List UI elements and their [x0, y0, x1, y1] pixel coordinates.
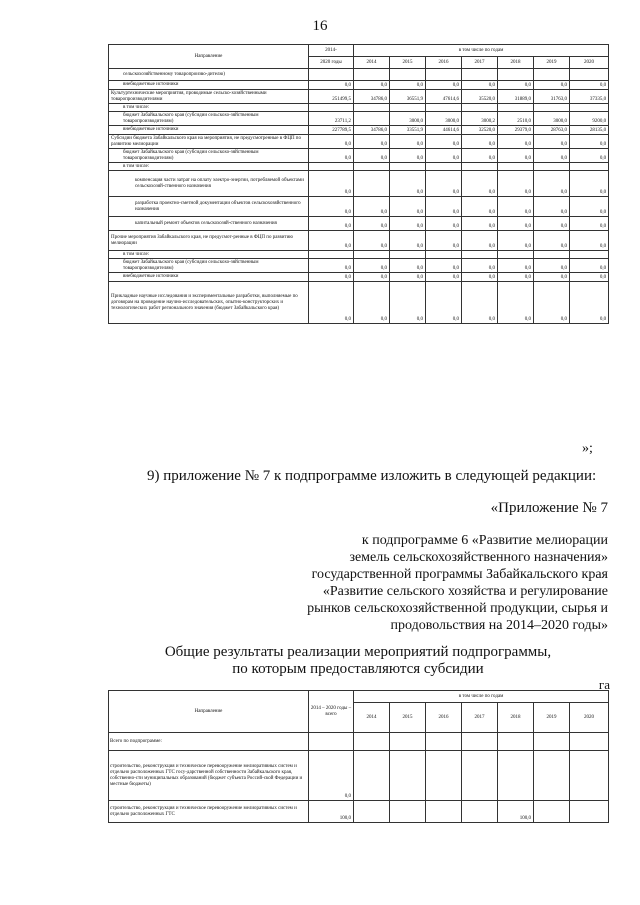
value-cell — [534, 104, 570, 112]
value-cell: 0,0 — [498, 259, 534, 273]
value-cell: 34786,0 — [354, 126, 390, 135]
value-cell: 0,0 — [426, 171, 462, 197]
value-cell: 37335,0 — [570, 90, 609, 104]
table-row — [109, 135, 609, 149]
value-cell: 0,0 — [309, 135, 354, 149]
value-cell: 0,0 — [309, 282, 354, 324]
value-cell: 23711,2 — [309, 112, 354, 126]
row-label: Культуртехнические мероприятия, проводимые сельско-хозяйственными товаропроизводителями — [109, 90, 309, 104]
appendix-line: государственной программы Забайкальского края — [311, 567, 608, 582]
value-cell: 0,0 — [462, 282, 498, 324]
value-cell: 28135,0 — [570, 126, 609, 135]
row-label: Прочие мероприятия Забайкальского края, не предусмот-ренные в ФЦП по развитию мелиорации — [109, 231, 309, 251]
value-cell: 32520,0 — [462, 126, 498, 135]
value-cell: 0,0 — [309, 149, 354, 163]
value-cell: 0,0 — [309, 231, 354, 251]
total-header-top: 2014- — [309, 45, 354, 57]
value-cell: 0,0 — [390, 171, 426, 197]
value-cell — [498, 104, 534, 112]
year-header-2020: 2020 — [570, 703, 609, 733]
row-label: Всего по подпрограмме: — [109, 733, 309, 751]
value-cell: 0,0 — [426, 217, 462, 231]
value-cell — [570, 801, 609, 823]
value-cell — [426, 801, 462, 823]
value-cell — [354, 801, 390, 823]
value-cell: 2510,0 — [498, 112, 534, 126]
value-cell: 0,0 — [498, 197, 534, 217]
value-cell — [354, 112, 390, 126]
value-cell: 0,0 — [498, 217, 534, 231]
value-cell: 3000,0 — [390, 112, 426, 126]
value-cell — [426, 751, 462, 801]
value-cell: 0,0 — [426, 282, 462, 324]
value-cell: 0,0 — [390, 273, 426, 282]
value-cell — [354, 751, 390, 801]
row-label: Прикладные научные исследования и экспериментальные разработки, выполняемые по договорам на проведение научно-исследовательских, опытно-конструкторских и технологических работ регионального значения (бюджет Забайкальского края) — [109, 282, 309, 324]
value-cell: 3000,0 — [534, 112, 570, 126]
value-cell: 0,0 — [390, 135, 426, 149]
total-header: 2014 – 2020 годы – всего — [309, 691, 354, 733]
year-header-2018: 2018 — [498, 57, 534, 69]
value-cell: 0,0 — [570, 171, 609, 197]
table-row — [109, 217, 609, 231]
value-cell: 36551,9 — [390, 90, 426, 104]
value-cell: 0,0 — [462, 171, 498, 197]
value-cell: 0,0 — [534, 197, 570, 217]
row-label: бюджет Забайкальского края (субсидии сельскохо-зяйственным товаропроизводителям) — [109, 259, 309, 273]
by-years-header: в том числе по годам — [354, 691, 609, 703]
table-row — [109, 126, 609, 135]
value-cell — [309, 163, 354, 171]
value-cell: 0,0 — [354, 81, 390, 90]
value-cell — [498, 69, 534, 81]
row-label: внебюджетные источники — [109, 126, 309, 135]
value-cell — [462, 104, 498, 112]
value-cell — [309, 251, 354, 259]
value-cell: 0,0 — [534, 135, 570, 149]
value-cell: 0,0 — [570, 273, 609, 282]
heading-line: по которым предоставляются субсидии — [232, 661, 484, 677]
row-label: компенсация части затрат на оплату электро-энергии, потребляемой объектами сельскохозяй-ственного назначения — [109, 171, 309, 197]
value-cell: 31889,0 — [498, 90, 534, 104]
value-cell: 0,0 — [309, 217, 354, 231]
value-cell: 0,0 — [390, 282, 426, 324]
value-cell — [462, 733, 498, 751]
section-heading — [108, 644, 608, 678]
row-label: строительство, реконструкция и техническое перевооружение мелиоративных систем и отдельно расположенных ГТС госу-дарственной собственности Забайкальского края, собственно-сти муниципальных образований (бюджет субъекта Россий-ской Федерации и местные бюджеты) — [109, 751, 309, 801]
value-cell: 0,0 — [426, 149, 462, 163]
value-cell: 0,0 — [354, 282, 390, 324]
value-cell: 31763,0 — [534, 90, 570, 104]
value-cell: 0,0 — [309, 197, 354, 217]
value-cell — [534, 163, 570, 171]
value-cell: 0,0 — [570, 197, 609, 217]
value-cell: 35520,0 — [462, 90, 498, 104]
value-cell: 0,0 — [426, 231, 462, 251]
value-cell: 44614,6 — [426, 126, 462, 135]
row-label: в том числе: — [109, 163, 309, 171]
value-cell: 0,0 — [570, 231, 609, 251]
value-cell: 0,0 — [498, 171, 534, 197]
value-cell: 0,0 — [570, 135, 609, 149]
value-cell: 0,0 — [498, 273, 534, 282]
value-cell — [462, 69, 498, 81]
year-header-2017: 2017 — [462, 57, 498, 69]
value-cell: 34786,0 — [354, 90, 390, 104]
value-cell: 0,0 — [390, 197, 426, 217]
value-cell — [534, 251, 570, 259]
value-cell: 0,0 — [570, 282, 609, 324]
value-cell — [309, 104, 354, 112]
year-header-2015: 2015 — [390, 703, 426, 733]
value-cell — [498, 251, 534, 259]
table-row — [109, 231, 609, 251]
value-cell — [534, 69, 570, 81]
value-cell: 0,0 — [426, 197, 462, 217]
value-cell: 0,0 — [534, 149, 570, 163]
row-label: внебюджетные источники — [109, 273, 309, 282]
value-cell: 0,0 — [498, 231, 534, 251]
value-cell: 0,0 — [354, 149, 390, 163]
row-label: внебюджетные источники — [109, 81, 309, 90]
table-row — [109, 171, 609, 197]
appendix-line: «Развитие сельского хозяйства и регулирование — [322, 584, 608, 599]
value-cell: 0,0 — [462, 259, 498, 273]
table-row — [109, 801, 609, 823]
year-header-2014: 2014 — [354, 703, 390, 733]
row-label: бюджет Забайкальского края (субсидии сельскохо-зяйственным товаропроизводителям) — [109, 149, 309, 163]
value-cell: 0,0 — [462, 135, 498, 149]
value-cell — [390, 801, 426, 823]
appendix-line: земель сельскохозяйственного назначения» — [349, 550, 608, 565]
value-cell: 0,0 — [390, 149, 426, 163]
value-cell: 0,0 — [570, 81, 609, 90]
value-cell: 0,0 — [534, 217, 570, 231]
year-header-2019: 2019 — [534, 703, 570, 733]
value-cell — [570, 751, 609, 801]
value-cell: 0,0 — [498, 135, 534, 149]
value-cell — [309, 69, 354, 81]
appendix-line: продовольствия на 2014–2020 годы» — [390, 618, 608, 633]
value-cell — [462, 751, 498, 801]
value-cell — [498, 733, 534, 751]
value-cell: 0,0 — [426, 259, 462, 273]
value-cell: 0,0 — [390, 217, 426, 231]
value-cell: 28763,0 — [534, 126, 570, 135]
value-cell — [390, 251, 426, 259]
row-label: разработка проектно-сметной документации объектов сельскохозяйственного назначения — [109, 197, 309, 217]
row-label: бюджет Забайкальского края (субсидии сельскохо-зяйственным товаропроизводителям) — [109, 112, 309, 126]
table-row — [109, 149, 609, 163]
value-cell — [390, 163, 426, 171]
value-cell — [462, 801, 498, 823]
value-cell: 0,0 — [426, 135, 462, 149]
year-header-2019: 2019 — [534, 57, 570, 69]
value-cell — [498, 163, 534, 171]
value-cell — [570, 163, 609, 171]
direction-header: Направление — [109, 691, 309, 733]
by-years-header: в том числе по годам — [354, 45, 609, 57]
value-cell — [426, 104, 462, 112]
closing-quote: »; — [582, 441, 593, 456]
value-cell — [354, 104, 390, 112]
value-cell: 0,0 — [534, 81, 570, 90]
value-cell — [390, 751, 426, 801]
table-row — [109, 104, 609, 112]
table-row — [109, 273, 609, 282]
appendix-title: «Приложение № 7 — [490, 500, 608, 516]
value-cell: 0,0 — [498, 81, 534, 90]
year-header-2014: 2014 — [354, 57, 390, 69]
value-cell — [570, 733, 609, 751]
value-cell: 0,0 — [426, 81, 462, 90]
value-cell: 0,0 — [498, 149, 534, 163]
page-number: 16 — [312, 18, 328, 34]
value-cell: 0,0 — [498, 282, 534, 324]
row-label: капитальный ремонт объектов сельскохозяй-ственного назначения — [109, 217, 309, 231]
year-header-2018: 2018 — [498, 703, 534, 733]
amendment-item-9: 9) приложение № 7 к подпрограмме изложить в следующей редакции: — [147, 468, 597, 484]
value-cell — [354, 251, 390, 259]
value-cell: 0,0 — [309, 259, 354, 273]
value-cell — [534, 733, 570, 751]
table-row — [109, 81, 609, 90]
value-cell: 0,0 — [390, 259, 426, 273]
value-cell — [309, 733, 354, 751]
value-cell: 33551,9 — [390, 126, 426, 135]
value-cell: 3000,0 — [426, 112, 462, 126]
value-cell — [570, 104, 609, 112]
value-cell: 0,0 — [534, 171, 570, 197]
value-cell: 0,0 — [570, 259, 609, 273]
value-cell: 0,0 — [426, 273, 462, 282]
row-label: Субсидии бюджета Забайкальского края на мероприятия, не предусмотренные в ФЦП по развитию мелиорации — [109, 135, 309, 149]
value-cell: 100,0 — [309, 801, 354, 823]
value-cell: 0,0 — [309, 751, 354, 801]
value-cell: 0,0 — [354, 273, 390, 282]
value-cell — [354, 69, 390, 81]
table-row — [109, 112, 609, 126]
value-cell — [534, 801, 570, 823]
value-cell — [462, 163, 498, 171]
value-cell — [390, 69, 426, 81]
value-cell: 0,0 — [534, 231, 570, 251]
table-row — [109, 733, 609, 751]
value-cell: 0,0 — [309, 273, 354, 282]
value-cell: 0,0 — [354, 259, 390, 273]
value-cell: 100,0 — [498, 801, 534, 823]
value-cell — [570, 69, 609, 81]
value-cell: 47614,6 — [426, 90, 462, 104]
value-cell: 0,0 — [390, 231, 426, 251]
value-cell — [498, 751, 534, 801]
value-cell — [426, 733, 462, 751]
value-cell: 0,0 — [570, 149, 609, 163]
value-cell — [354, 171, 390, 197]
value-cell: 0,0 — [309, 81, 354, 90]
table-row — [109, 751, 609, 801]
row-label: строительство, реконструкция и техническое перевооружение мелиоративных систем и отдельно расположенных ГТС — [109, 801, 309, 823]
value-cell: 0,0 — [462, 217, 498, 231]
year-header-2016: 2016 — [426, 57, 462, 69]
value-cell: 0,0 — [354, 231, 390, 251]
value-cell: 251499,5 — [309, 90, 354, 104]
value-cell — [354, 733, 390, 751]
value-cell: 0,0 — [534, 282, 570, 324]
table-row — [109, 163, 609, 171]
value-cell: 29379,0 — [498, 126, 534, 135]
value-cell — [426, 69, 462, 81]
appendix-line: к подпрограмме 6 «Развитие мелиорации — [361, 533, 608, 548]
value-cell: 0,0 — [354, 135, 390, 149]
row-label: сельскохозяйственному товаропроизво-дителю) — [109, 69, 309, 81]
value-cell: 0,0 — [534, 259, 570, 273]
appendix-line: рынков сельскохозяйственной продукции, сырья и — [307, 601, 608, 616]
table-row — [109, 259, 609, 273]
value-cell: 227789,5 — [309, 126, 354, 135]
subsidy-table-continued — [108, 44, 609, 324]
total-header-bottom: 2020 годы — [309, 57, 354, 69]
row-label: в том числе: — [109, 104, 309, 112]
year-header-2015: 2015 — [390, 57, 426, 69]
value-cell — [354, 163, 390, 171]
table-row — [109, 251, 609, 259]
appendix-subtitle — [307, 532, 608, 634]
value-cell: 0,0 — [462, 231, 498, 251]
value-cell: 0,0 — [354, 197, 390, 217]
value-cell: 0,0 — [570, 217, 609, 231]
value-cell: 0,0 — [462, 149, 498, 163]
table-row — [109, 282, 609, 324]
value-cell: 0,0 — [354, 217, 390, 231]
value-cell: 0,0 — [462, 81, 498, 90]
year-header-2016: 2016 — [426, 703, 462, 733]
direction-header: Направление — [109, 45, 309, 69]
value-cell: 9200,0 — [570, 112, 609, 126]
year-header-2020: 2020 — [570, 57, 609, 69]
value-cell — [534, 751, 570, 801]
value-cell: 0,0 — [309, 171, 354, 197]
value-cell — [570, 251, 609, 259]
value-cell — [462, 251, 498, 259]
value-cell — [426, 251, 462, 259]
value-cell: 0,0 — [390, 81, 426, 90]
results-table — [108, 690, 609, 823]
table-row — [109, 90, 609, 104]
table-row — [109, 197, 609, 217]
value-cell: 0,0 — [462, 197, 498, 217]
table-row — [109, 69, 609, 81]
value-cell: 0,0 — [462, 273, 498, 282]
value-cell: 3000,2 — [462, 112, 498, 126]
row-label: в том числе: — [109, 251, 309, 259]
value-cell: 0,0 — [534, 273, 570, 282]
value-cell — [390, 104, 426, 112]
value-cell — [426, 163, 462, 171]
unit-label: га — [598, 677, 610, 692]
heading-line: Общие результаты реализации мероприятий подпрограммы, — [164, 644, 552, 660]
year-header-2017: 2017 — [462, 703, 498, 733]
value-cell — [390, 733, 426, 751]
